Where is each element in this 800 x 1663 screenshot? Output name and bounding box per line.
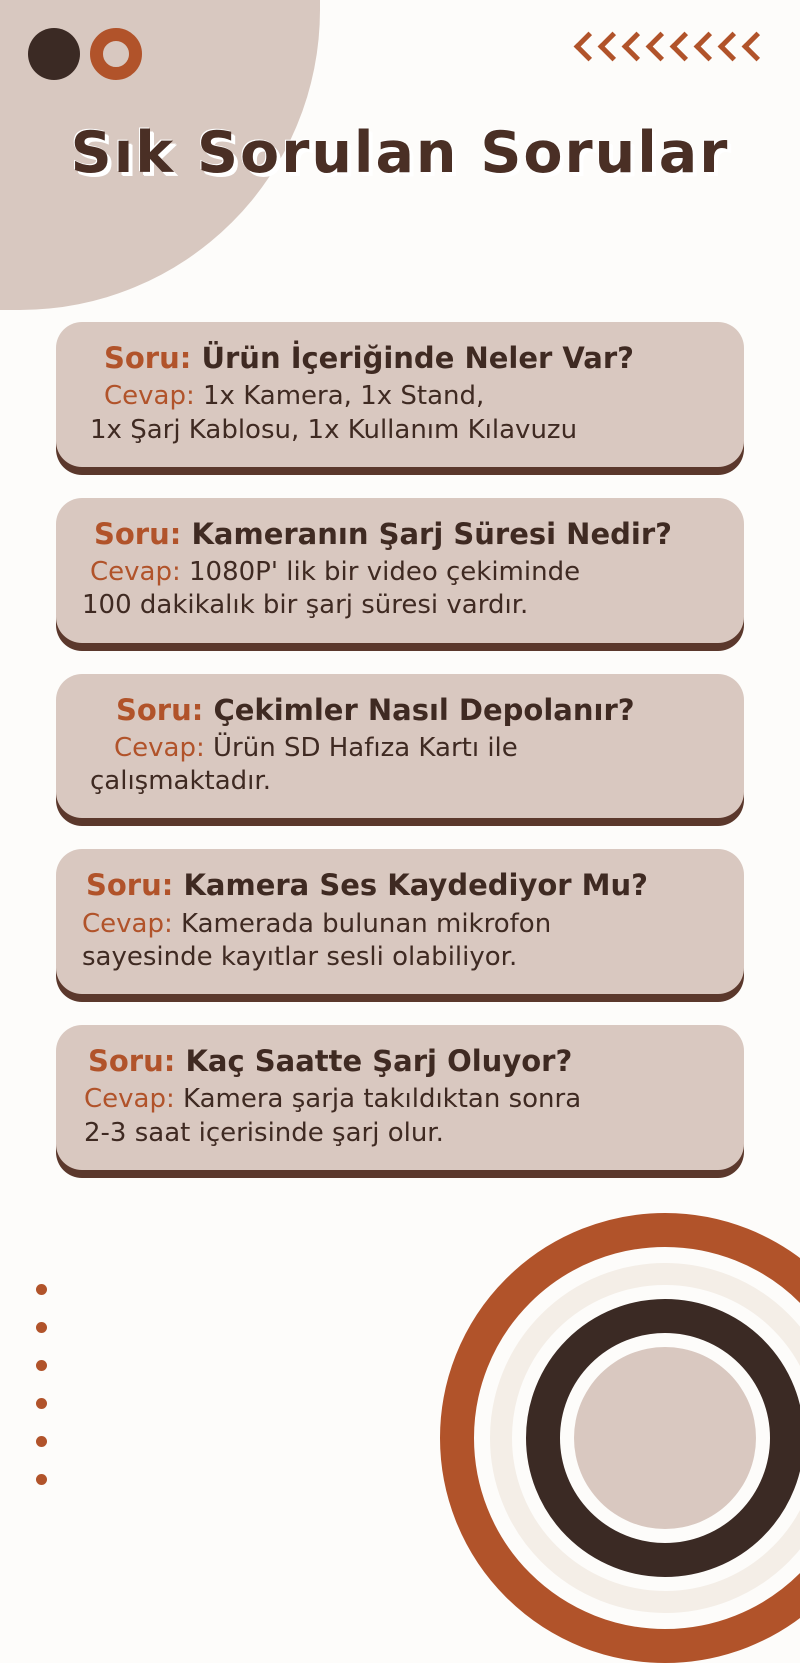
faq-card	[56, 322, 744, 467]
faq-question-label: Soru:	[86, 868, 174, 903]
faq-answer-text: 1080P' lik bir video çekiminde	[180, 557, 581, 588]
circle-filled-icon	[28, 28, 80, 80]
faq-answer	[82, 732, 718, 765]
faq-list	[0, 322, 800, 1201]
faq-answer-text: 1x Kamera, 1x Stand,	[194, 381, 485, 412]
dot-icon	[36, 1284, 47, 1295]
dot-icon	[36, 1436, 47, 1447]
faq-question	[82, 1043, 718, 1079]
chevron-group	[572, 30, 762, 66]
faq-answer-line2: sayesinde kayıtlar sesli olabiliyor.	[82, 941, 518, 972]
faq-question	[82, 692, 718, 728]
bullet-dots-decoration	[36, 1284, 47, 1485]
faq-question	[82, 340, 718, 376]
faq-answer-label: Cevap:	[104, 381, 195, 412]
faq-question-text: Ürün İçeriğinde Neler Var?	[191, 341, 634, 375]
faq-answer-line2: 2-3 saat içerisinde şarj olur.	[84, 1117, 444, 1148]
faq-question-text: Çekimler Nasıl Depolanır?	[203, 692, 635, 727]
circle-ring-icon	[90, 28, 142, 80]
faq-answer-line2: çalışmaktadır.	[90, 766, 271, 797]
faq-answer-text: Kamera şarja takıldıktan sonra	[174, 1084, 582, 1115]
chevron-left-icon	[668, 30, 690, 66]
faq-answer-line2: 100 dakikalık bir şarj süresi vardır.	[82, 590, 529, 621]
faq-answer-text: Kamerada bulunan mikrofon	[172, 908, 552, 939]
logo	[28, 28, 142, 80]
faq-answer	[82, 1083, 718, 1116]
faq-question	[82, 867, 718, 903]
faq-card	[56, 849, 744, 994]
chevron-left-icon	[740, 30, 762, 66]
chevron-left-icon	[692, 30, 714, 66]
faq-question-text: Kameranın Şarj Süresi Nedir?	[181, 516, 672, 551]
faq-answer	[82, 380, 718, 413]
faq-item	[56, 849, 744, 994]
chevron-left-icon	[644, 30, 666, 66]
faq-question-text: Kaç Saatte Şarj Oluyor?	[175, 1044, 573, 1079]
faq-answer-label: Cevap:	[90, 557, 181, 588]
faq-question-label: Soru:	[104, 341, 192, 375]
faq-answer-line2: 1x Şarj Kablosu, 1x Kullanım Kılavuzu	[90, 414, 578, 445]
faq-question-label: Soru:	[94, 516, 182, 551]
faq-answer	[82, 908, 718, 941]
ring-center	[574, 1347, 756, 1529]
chevron-left-icon	[572, 30, 594, 66]
faq-item	[56, 498, 744, 643]
dot-icon	[36, 1398, 47, 1409]
faq-question	[82, 516, 718, 552]
faq-card	[56, 1025, 744, 1170]
faq-card	[56, 498, 744, 643]
concentric-rings-decoration	[440, 1213, 800, 1663]
faq-card	[56, 674, 744, 819]
chevron-left-icon	[620, 30, 642, 66]
faq-question-label: Soru:	[116, 692, 204, 727]
faq-question-text: Kamera Ses Kaydediyor Mu?	[173, 868, 648, 903]
dot-icon	[36, 1322, 47, 1333]
chevron-left-icon	[716, 30, 738, 66]
dot-icon	[36, 1474, 47, 1485]
faq-item	[56, 674, 744, 819]
faq-answer-text: Ürün SD Hafıza Kartı ile	[204, 732, 518, 763]
faq-answer	[82, 556, 718, 589]
dot-icon	[36, 1360, 47, 1371]
page-title: Sık Sorulan Sorular	[70, 120, 730, 186]
faq-answer-label: Cevap:	[82, 908, 173, 939]
faq-item	[56, 1025, 744, 1170]
faq-item	[56, 322, 744, 467]
faq-answer-label: Cevap:	[114, 732, 205, 763]
chevron-left-icon	[596, 30, 618, 66]
faq-answer-label: Cevap:	[84, 1084, 175, 1115]
faq-question-label: Soru:	[88, 1044, 176, 1079]
